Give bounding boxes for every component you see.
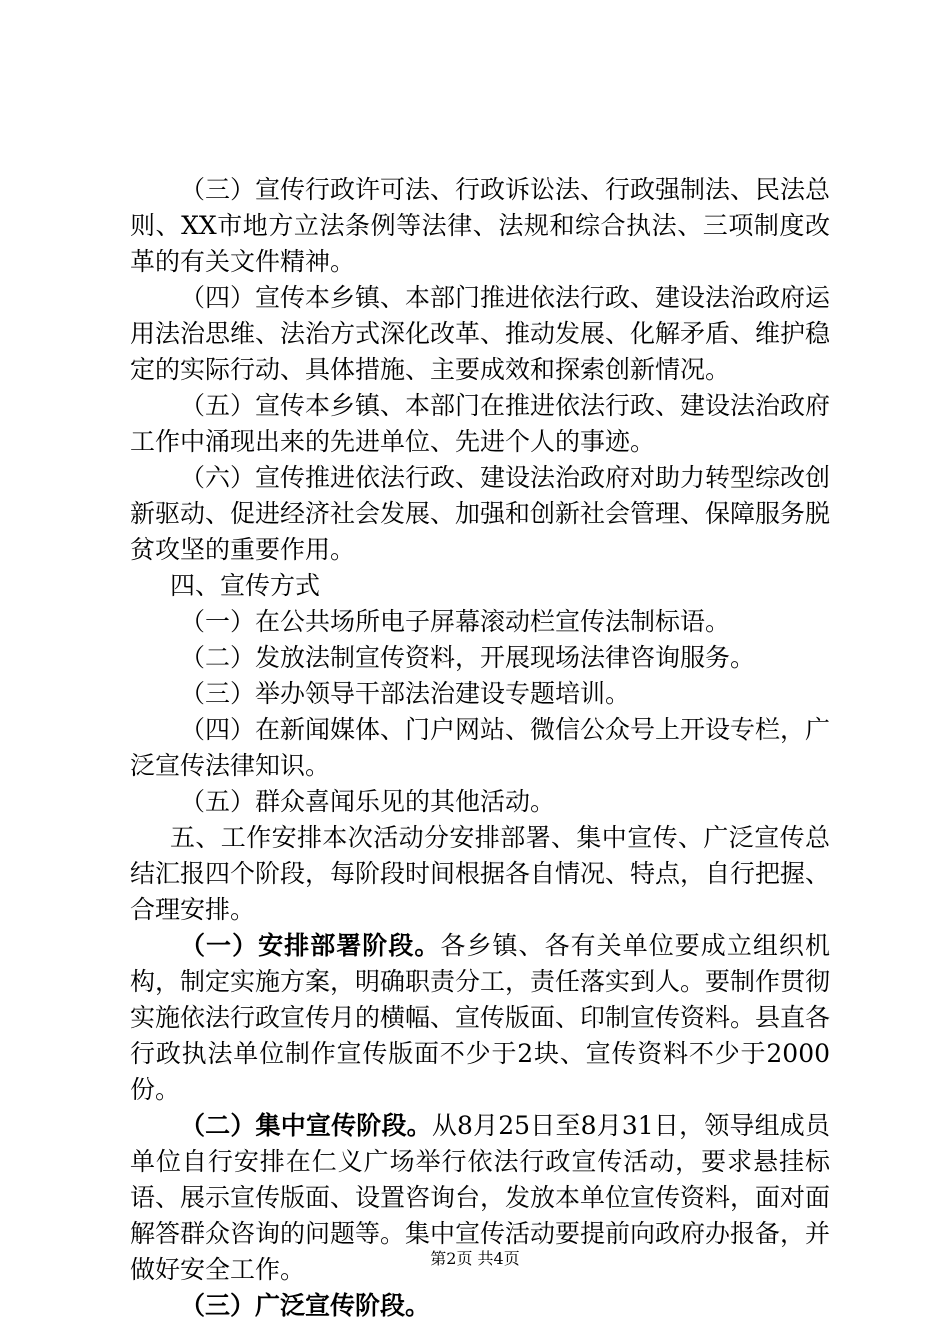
section-heading-4: 四、宣传方式 [170, 571, 321, 600]
paragraph-item-3: （三）宣传行政许可法、行政诉讼法、行政强制法、民法总则、XX市地方立法条例等法律、法规和综合执法、三项制度改革的有关文件精神。 [130, 175, 831, 276]
section-heading-5: 五、工作安排本次活动分安排部署、集中宣传、广泛宣传总结汇报四个阶段，每阶段时间根据各自情况、特点，自行把握、合理安排。 [130, 823, 831, 924]
phase-text-2: 从8月25日至8月31日，领导组成员单位自行安排在仁义广场举行依法行政宣传活动，要求悬挂标语、展示宣传版面、设置咨询台，发放本单位宣传资料，面对面解答群众咨询的问题等。集中宣传活动要提前向政府办报备，并做好安全工作。 [130, 1111, 831, 1284]
method-item-5: （五）群众喜闻乐见的其他活动。 [180, 787, 556, 816]
phase-paragraph-3 [130, 1288, 830, 1324]
paragraph-item-5: （五）宣传本乡镇、本部门在推进依法行政、建设法治政府工作中涌现出来的先进单位、先进个人的事迹。 [130, 391, 831, 456]
document-body [130, 172, 830, 1324]
paragraph-item-4: （四）宣传本乡镇、本部门推进依法行政、建设法治政府运用法治思维、法治方式深化改革、推动发展、化解矛盾、维护稳定的实际行动、具体措施、主要成效和探索创新情况。 [130, 283, 831, 384]
method-item-2: （二）发放法制宣传资料，开展现场法律咨询服务。 [180, 643, 756, 672]
method-item-3: （三）举办领导干部法治建设专题培训。 [180, 679, 631, 708]
phase-heading-1: （一）安排部署阶段。 [180, 931, 441, 960]
phase-paragraph-1 [130, 928, 830, 1108]
method-item-1: （一）在公共场所电子屏幕滚动栏宣传法制标语。 [180, 607, 731, 636]
phase-text-1: 各乡镇、各有关单位要成立组织机构，制定实施方案，明确职责分工，责任落实到人。要制作贯彻实施依法行政宣传月的横幅、宣传版面、印制宣传资料。县直各行政执法单位制作宣传版面不少于2块、宣传资料不少于2000份。 [130, 931, 831, 1104]
phase-heading-3: （三）广泛宣传阶段。 [180, 1291, 431, 1320]
method-item-4: （四）在新闻媒体、门户网站、微信公众号上开设专栏，广泛宣传法律知识。 [130, 715, 831, 780]
phase-heading-2: （二）集中宣传阶段。 [180, 1111, 432, 1140]
paragraph-item-6: （六）宣传推进依法行政、建设法治政府对助力转型综改创新驱动、促进经济社会发展、加强和创新社会管理、保障服务脱贫攻坚的重要作用。 [130, 463, 831, 564]
page-number-footer: 第2页 共4页 [430, 1249, 520, 1268]
